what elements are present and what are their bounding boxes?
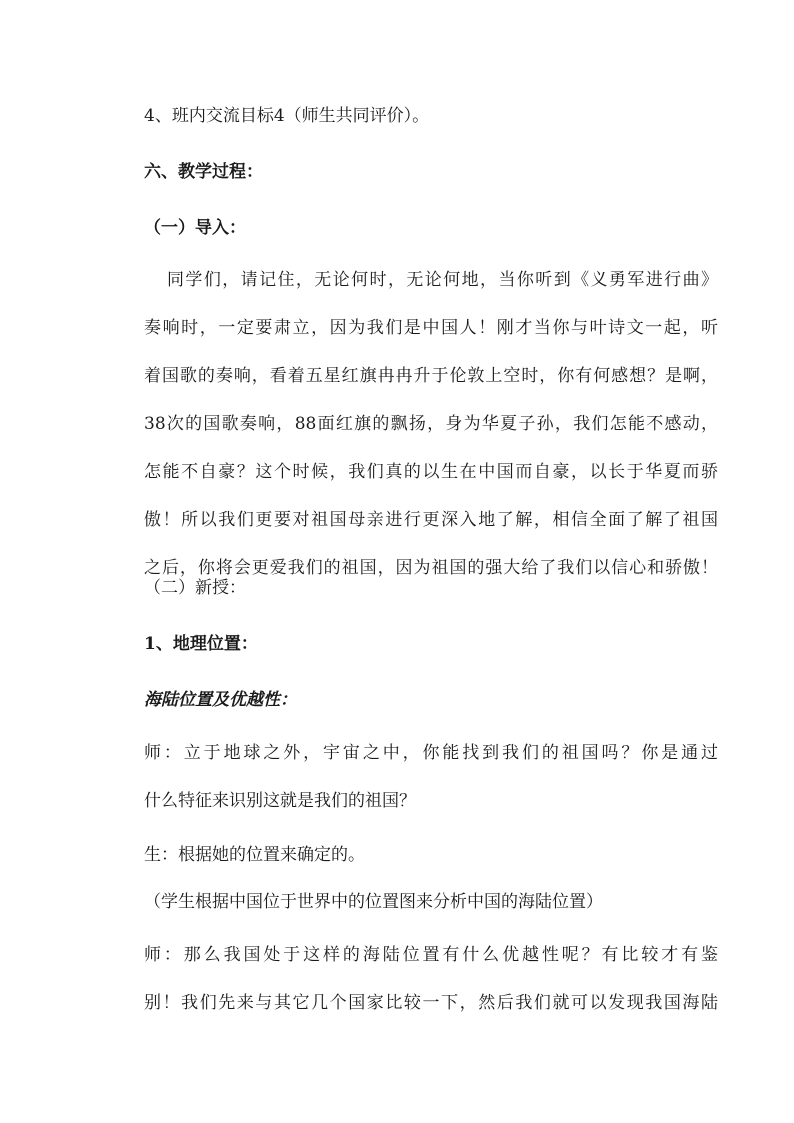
student-answer-line: 生：根据她的位置来确定的。 xyxy=(144,845,365,865)
teacher-question-line-1: 师：立于地球之外，宇宙之中，你能找到我们的祖国吗？你是通过 xyxy=(144,743,718,763)
topic-sea-land-position: 海陆位置及优越性： xyxy=(144,690,297,710)
goal-4-line: 4、班内交流目标4（师生共同评价）。 xyxy=(144,106,430,126)
paragraph-intro-line-2: 奏响时，一定要肃立，因为我们是中国人！刚才当你与叶诗文一起，听 xyxy=(144,318,718,338)
paragraph-intro-line-1: 同学们，请记住，无论何时，无论何地，当你听到《义勇军进行曲》 xyxy=(167,270,718,290)
paragraph-intro-line-6: 傲！所以我们更要对祖国母亲进行更深入地了解，相信全面了解了祖国 xyxy=(144,510,718,530)
paragraph-intro-line-5: 怎能不自豪？这个时候，我们真的以生在中国而自豪，以长于华夏而骄 xyxy=(144,462,718,482)
paragraph-intro-line-3: 着国歌的奏响，看着五星红旗冉冉升于伦敦上空时，你有何感想？是啊， xyxy=(144,366,718,386)
paragraph-intro-line-4: 38次的国歌奏响，88面红旗的飘扬，身为华夏子孙，我们怎能不感动， xyxy=(144,414,718,434)
subheading-new-lesson: （二）新授： xyxy=(144,578,246,598)
teacher-question-2-line-1: 师：那么我国处于这样的海陆位置有什么优越性呢？有比较才有鉴 xyxy=(144,945,718,965)
paragraph-intro-line-7: 之后，你将会更爱我们的祖国，因为祖国的强大给了我们以信心和骄傲！ xyxy=(144,558,718,578)
teacher-question-2-line-2: 别！我们先来与其它几个国家比较一下，然后我们就可以发现我国海陆 xyxy=(144,993,718,1013)
teacher-question-line-2: 什么特征来识别这就是我们的祖国？ xyxy=(144,791,416,811)
student-activity-note: （学生根据中国位于世界中的位置图来分析中国的海陆位置） xyxy=(144,892,603,912)
subheading-geographic-location: 1、地理位置： xyxy=(144,634,258,654)
subheading-introduction: （一）导入： xyxy=(144,218,246,238)
section-heading-teaching-process: 六、教学过程： xyxy=(144,162,263,182)
